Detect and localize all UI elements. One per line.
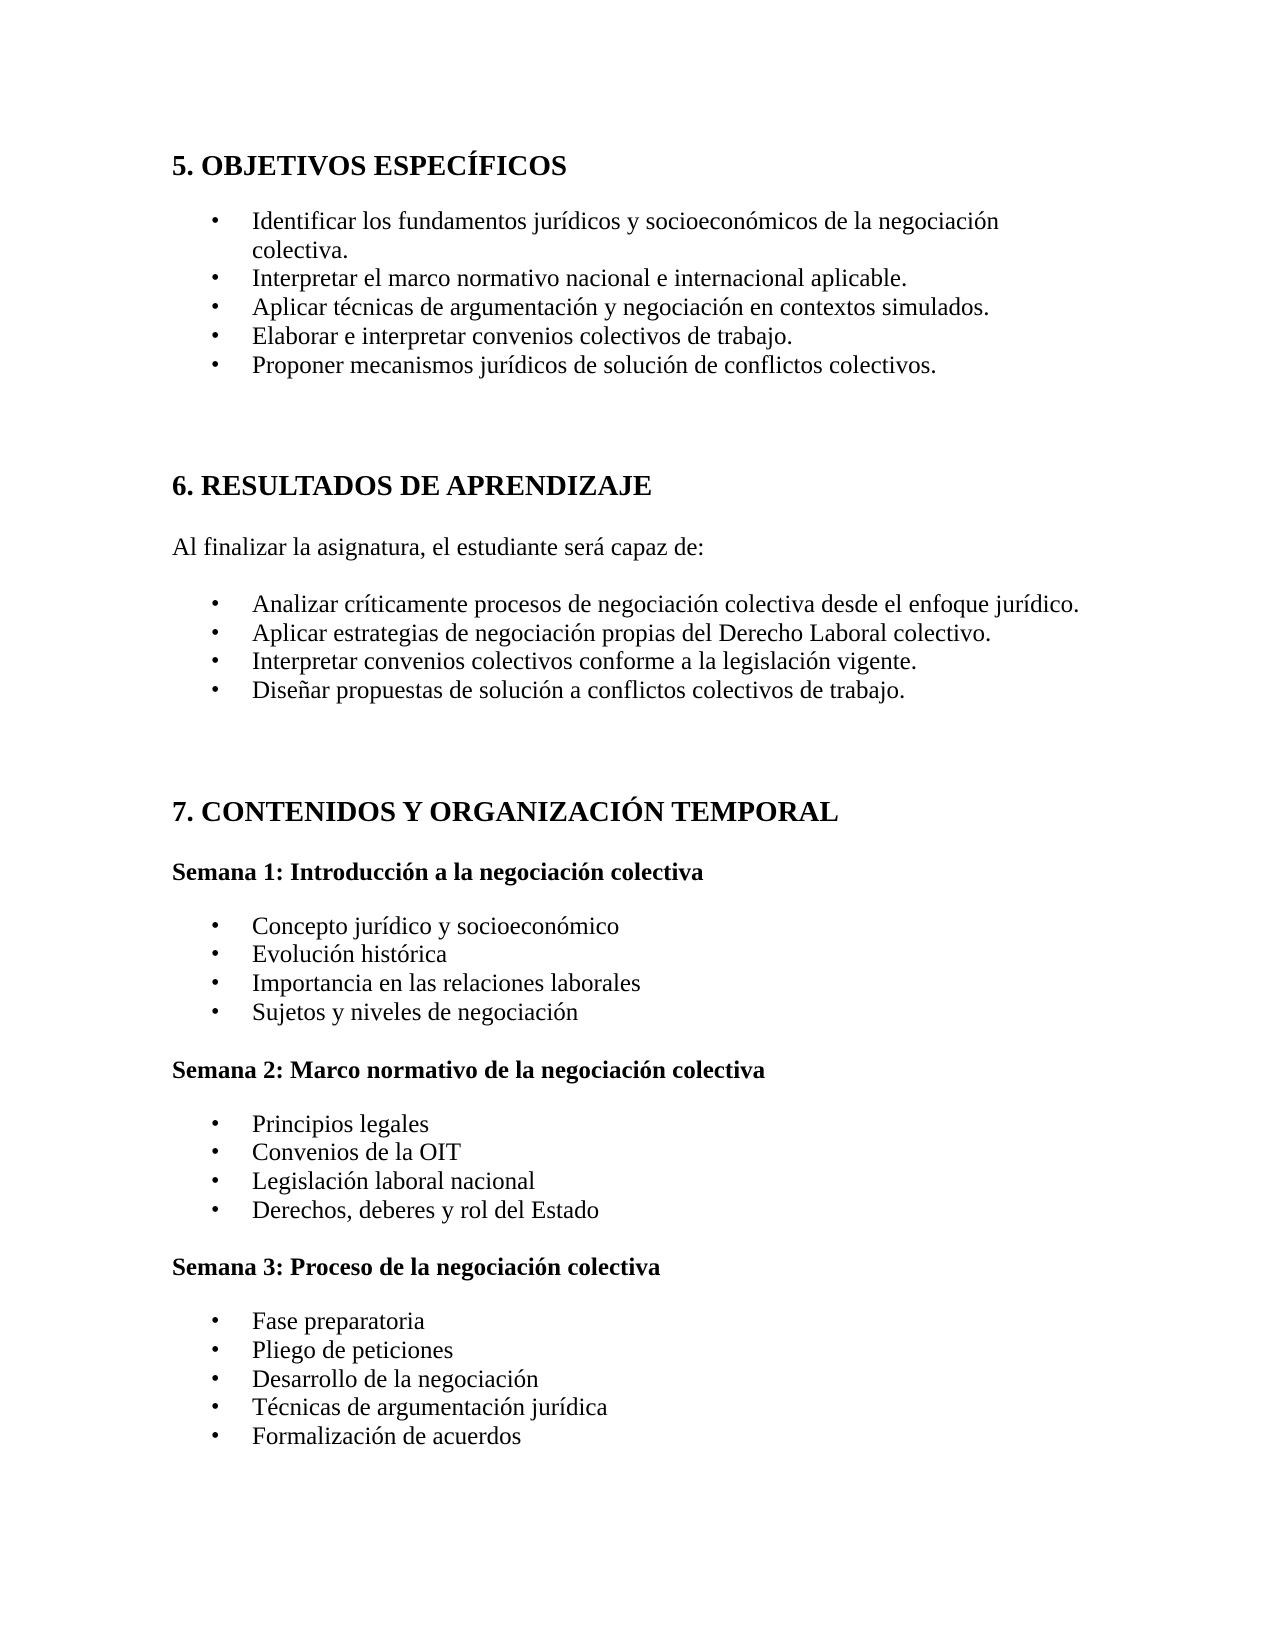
semana-3-list: [172, 1308, 1090, 1452]
list-item: • Importancia en las relaciones laborales: [252, 970, 1090, 999]
list-item: • Técnicas de argumentación jurídica: [252, 1394, 1090, 1423]
list-item: • Desarrollo de la negociación: [252, 1366, 1090, 1395]
objetivos-especificos-list: [172, 208, 1090, 380]
list-item: • Interpretar convenios colectivos conforme a la legislación vigente.: [252, 648, 1090, 677]
list-item: • Proponer mecanismos jurídicos de solución de conflictos colectivos.: [252, 352, 1090, 381]
list-item: • Derechos, deberes y rol del Estado: [252, 1197, 1090, 1226]
resultados-aprendizaje-list: [172, 591, 1090, 706]
semana-1-list: [172, 913, 1090, 1028]
week-heading-semana-1: Semana 1: Introducción a la negociación colectiva: [172, 858, 704, 886]
week-heading-semana-3: Semana 3: Proceso de la negociación colectiva: [172, 1254, 661, 1282]
intro-paragraph: Al finalizar la asignatura, el estudiante será capaz de:: [172, 534, 705, 562]
list-item: • Analizar críticamente procesos de negociación colectiva desde el enfoque jurídico.: [252, 591, 1090, 620]
list-item: • Pliego de peticiones: [252, 1337, 1090, 1366]
list-item: • Diseñar propuestas de solución a conflictos colectivos de trabajo.: [252, 677, 1090, 706]
list-item: • Formalización de acuerdos: [252, 1423, 1090, 1452]
list-item: • Sujetos y niveles de negociación: [252, 999, 1090, 1028]
section-heading-contenidos-organizacion: 7. CONTENIDOS Y ORGANIZACIÓN TEMPORAL: [172, 795, 839, 828]
week-heading-semana-2: Semana 2: Marco normativo de la negociación colectiva: [172, 1056, 766, 1084]
list-item: • Convenios de la OIT: [252, 1139, 1090, 1168]
list-item: • Elaborar e interpretar convenios colectivos de trabajo.: [252, 323, 1090, 352]
list-item: • Fase preparatoria: [252, 1308, 1090, 1337]
list-item: • Principios legales: [252, 1111, 1090, 1140]
list-item: • Interpretar el marco normativo nacional e internacional aplicable.: [252, 265, 1090, 294]
list-item: • Aplicar estrategias de negociación propias del Derecho Laboral colectivo.: [252, 620, 1090, 649]
semana-2-list: [172, 1111, 1090, 1226]
list-item: • Aplicar técnicas de argumentación y negociación en contextos simulados.: [252, 294, 1090, 323]
list-item: • Evolución histórica: [252, 941, 1090, 970]
section-heading-resultados-aprendizaje: 6. RESULTADOS DE APRENDIZAJE: [172, 470, 653, 503]
section-heading-objetivos-especificos: 5. OBJETIVOS ESPECÍFICOS: [172, 150, 568, 182]
list-item: • Identificar los fundamentos jurídicos y socioeconómicos de la negociación colectiva.: [252, 208, 1090, 265]
list-item: • Concepto jurídico y socioeconómico: [252, 913, 1090, 942]
list-item: • Legislación laboral nacional: [252, 1168, 1090, 1197]
